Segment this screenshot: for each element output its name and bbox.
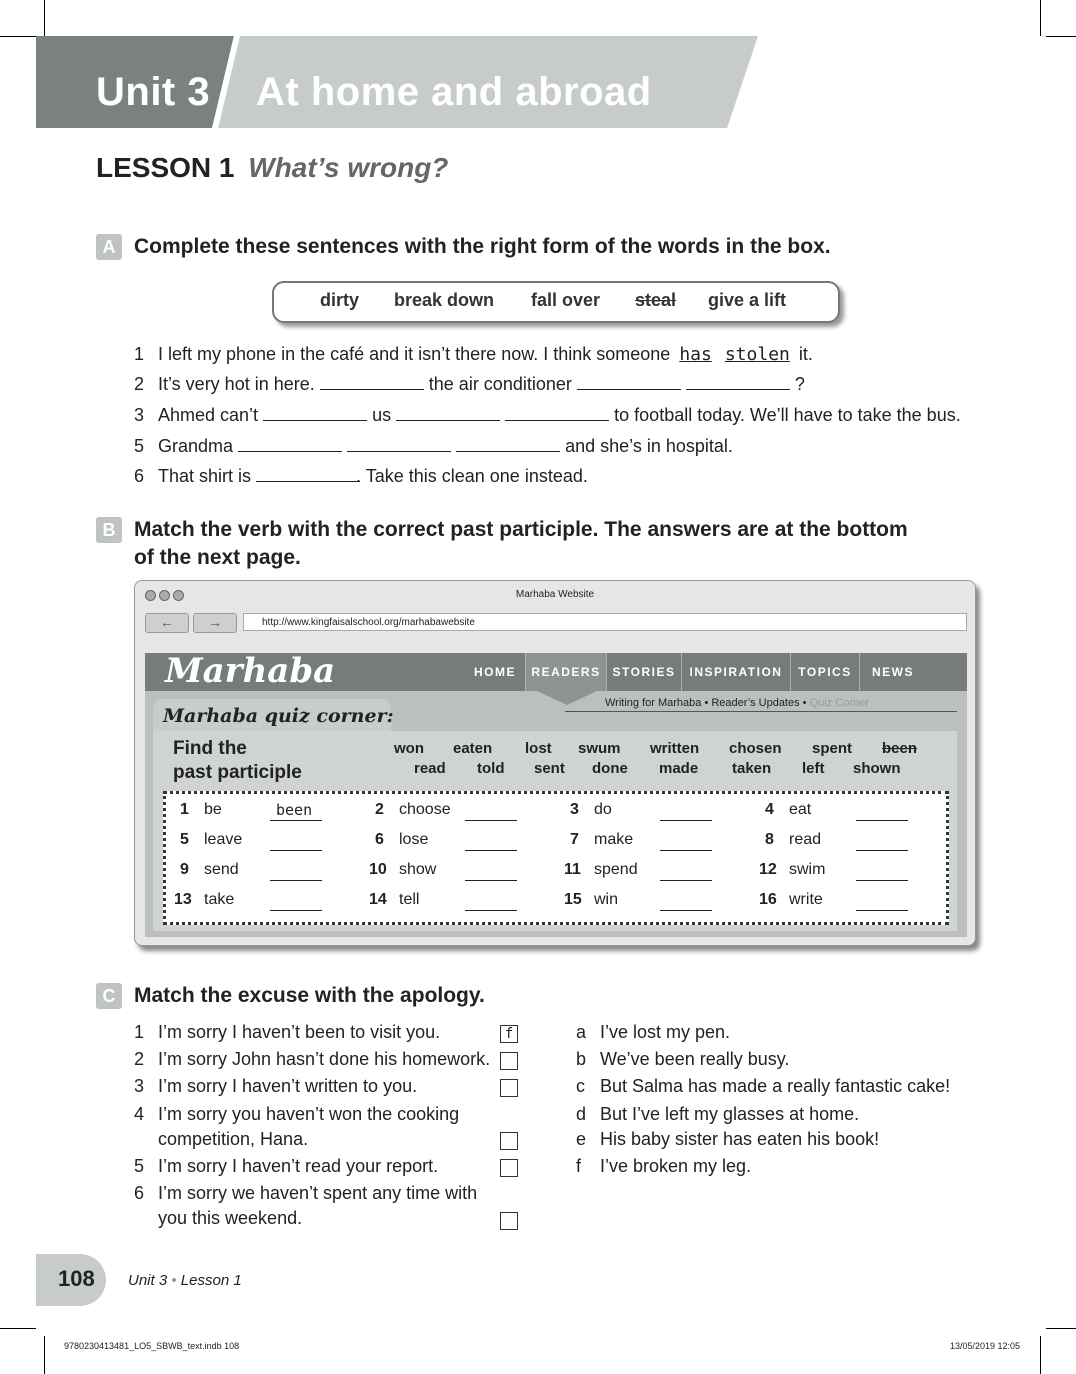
verb-number: 15	[564, 891, 582, 908]
participle: read	[414, 760, 446, 777]
excuse-letter: e	[576, 1129, 587, 1149]
apology-number: 4	[134, 1104, 145, 1124]
verb: spend	[594, 861, 638, 878]
answer-blank[interactable]	[856, 820, 908, 821]
apology-number: 5	[134, 1156, 145, 1176]
apology-number: 6	[134, 1183, 145, 1203]
nav-readers[interactable]: READERS	[526, 653, 606, 691]
verb: leave	[204, 831, 243, 848]
back-button[interactable]	[145, 613, 189, 633]
apology-text: I’m sorry I haven’t read your report.	[158, 1156, 439, 1176]
crop-mark	[0, 1328, 36, 1329]
participle: lost	[525, 740, 552, 757]
verb: tell	[399, 891, 420, 908]
sentence-text: . Take this clean one instead.	[356, 466, 588, 486]
section-a-badge: A	[96, 234, 122, 260]
answer-blank[interactable]	[660, 910, 712, 911]
forward-button[interactable]	[193, 613, 237, 633]
verb-number: 12	[759, 861, 777, 878]
excuse-text: I’ve broken my leg.	[600, 1156, 752, 1176]
word-box-item: dirty	[320, 290, 360, 310]
footer-running-head	[128, 1272, 242, 1289]
answer-blank[interactable]	[856, 880, 908, 881]
participle: left	[802, 760, 825, 777]
print-slug-file: 9780230413481_LO5_SBWB_text.indb 108	[64, 1341, 240, 1351]
crop-mark	[1046, 1328, 1076, 1329]
answer-blank[interactable]	[660, 850, 712, 851]
unit-label: Unit 3	[96, 70, 211, 114]
lesson-heading	[96, 152, 448, 184]
verb: write	[789, 891, 823, 908]
word-box-item: give a lift	[708, 290, 787, 310]
answer-blank[interactable]	[456, 437, 560, 452]
word-box	[272, 281, 840, 323]
crop-mark	[0, 36, 36, 37]
answer-blank[interactable]	[238, 437, 342, 452]
unit-title: At home and abroad	[256, 70, 652, 114]
arrow-left-icon: ←	[160, 614, 174, 630]
sentence-3	[158, 405, 961, 426]
answer-blank[interactable]	[505, 406, 609, 421]
apology-text-continued: competition, Hana.	[158, 1129, 309, 1149]
apology-text: I’m sorry I haven’t written to you.	[158, 1076, 418, 1096]
section-b-instruction	[134, 516, 908, 572]
participle: eaten	[453, 740, 493, 757]
section-b-badge: B	[96, 517, 122, 543]
answer-checkbox[interactable]	[500, 1052, 518, 1070]
excuse-letter: f	[576, 1156, 582, 1176]
sentence-text: to football today. We’ll have to take the bus.	[614, 405, 961, 425]
crop-mark	[44, 1336, 45, 1374]
verb-number: 5	[180, 831, 189, 848]
sentence-text: It’s very hot in here.	[158, 374, 315, 394]
answer-blank[interactable]	[856, 910, 908, 911]
subnav-links[interactable]: Writing for Marhaba • Reader’s Updates •	[605, 697, 807, 709]
word-box-item-used: steal	[635, 290, 677, 310]
sentence-text: That shirt is	[158, 466, 252, 486]
active-nav-pointer	[537, 691, 597, 705]
sentence-number: 3	[134, 405, 145, 425]
page-number: 108	[58, 1266, 95, 1291]
sentence-number: 2	[134, 374, 145, 394]
answer-checkbox[interactable]	[500, 1159, 518, 1177]
instruction-line: Match the verb with the correct past participle. The answers are at the bottom	[134, 518, 908, 541]
nav-topics[interactable]: TOPICS	[798, 665, 852, 679]
verb-answer: been	[276, 801, 313, 819]
verb-number: 16	[759, 891, 777, 908]
window-title: Marhaba Website	[515, 589, 595, 600]
section-a-instruction: Complete these sentences with the right form of the words in the box.	[134, 235, 831, 258]
sentence-text: it.	[798, 344, 813, 364]
sentence-text: the air conditioner	[428, 374, 572, 394]
verb: make	[594, 831, 634, 848]
excuse-text: But I’ve left my glasses at home.	[600, 1104, 860, 1124]
apology-text: I’m sorry you haven’t won the cooking	[158, 1104, 460, 1124]
section-c-badge: C	[96, 983, 122, 1009]
verb-number: 1	[180, 801, 189, 818]
nav-news[interactable]: NEWS	[872, 665, 914, 679]
excuse-text: His baby sister has eaten his book!	[600, 1129, 880, 1149]
footer-unit: Unit 3	[128, 1272, 168, 1289]
verb-number: 8	[765, 831, 774, 848]
excuse-text: But Salma has made a really fantastic cake!	[600, 1076, 951, 1096]
subnav-underline	[565, 711, 957, 712]
verb: lose	[399, 831, 429, 848]
verb: be	[204, 801, 222, 818]
verb-number: 14	[369, 891, 387, 908]
url-bar[interactable]: http://www.kingfaisalschool.org/marhabawebsite	[243, 613, 967, 631]
crop-mark	[44, 0, 45, 36]
footer-lesson: Lesson 1	[180, 1272, 242, 1289]
lesson-label: LESSON 1	[96, 152, 235, 183]
participle: done	[592, 760, 628, 777]
verb: do	[594, 801, 612, 818]
verb: take	[204, 891, 235, 908]
sentence-2	[158, 374, 805, 395]
sentence-number: 6	[134, 466, 145, 486]
quiz-title: Marhaba quiz corner:	[163, 705, 394, 727]
verb-number: 2	[375, 801, 384, 818]
arrow-right-icon: →	[208, 614, 222, 630]
participle: shown	[853, 760, 901, 777]
sentence-text: I left my phone in the café and it isn’t there now. I think someone	[158, 344, 671, 364]
site-logo[interactable]: Marhaba	[165, 651, 336, 691]
crop-mark	[1040, 1336, 1041, 1374]
answer-blank[interactable]	[465, 910, 517, 911]
participle: swum	[578, 740, 621, 757]
verb: win	[594, 891, 619, 908]
answer-word: has	[679, 344, 712, 365]
verb-number: 3	[570, 801, 579, 818]
verb-number: 7	[570, 831, 579, 848]
apology-number: 1	[134, 1022, 145, 1042]
browser-window	[134, 580, 976, 946]
apology-text: I’m sorry I haven’t been to visit you.	[158, 1022, 441, 1042]
answer-checkbox[interactable]	[500, 1212, 518, 1230]
sub-navigation	[605, 697, 869, 709]
excuse-letter: a	[576, 1022, 587, 1042]
answer-blank[interactable]	[256, 467, 360, 482]
participle-used: been	[882, 740, 918, 757]
verb: show	[399, 861, 437, 878]
answer-blank[interactable]	[270, 850, 322, 851]
sentence-text: Grandma	[158, 436, 234, 456]
sentence-text: ?	[794, 374, 805, 394]
excuse-text: We’ve been really busy.	[600, 1049, 790, 1069]
participle: spent	[812, 740, 853, 757]
verb-grid	[163, 791, 949, 925]
word-box-item: fall over	[531, 290, 601, 310]
answer-checkbox[interactable]	[500, 1132, 518, 1150]
answer-blank[interactable]	[660, 820, 712, 821]
answer-blank[interactable]	[465, 850, 517, 851]
nav-inspiration[interactable]: INSPIRATION	[689, 665, 783, 679]
participle: chosen	[729, 740, 782, 757]
answer-blank[interactable]	[465, 880, 517, 881]
verb: swim	[789, 861, 826, 878]
crop-mark	[1046, 36, 1076, 37]
sentence-text: us	[372, 405, 392, 425]
verb-number: 4	[765, 801, 774, 818]
sentence-text: Ahmed can’t	[158, 405, 259, 425]
participle: made	[659, 760, 699, 777]
sentence-text: and she’s in hospital.	[565, 436, 733, 456]
answer-blank[interactable]	[270, 820, 322, 821]
answer-blank[interactable]	[263, 406, 367, 421]
participle: sent	[534, 760, 565, 777]
sentence-1	[158, 344, 813, 365]
excuse-letter: c	[576, 1076, 585, 1096]
crop-mark	[1040, 0, 1041, 36]
participle: told	[477, 760, 505, 777]
answer-blank[interactable]	[686, 375, 790, 390]
verb-number: 13	[174, 891, 192, 908]
apology-number: 3	[134, 1076, 145, 1096]
participle: won	[394, 740, 424, 757]
sentence-number: 5	[134, 436, 145, 456]
verb: choose	[399, 801, 451, 818]
sentence-5	[158, 436, 733, 457]
answer-blank[interactable]	[270, 880, 322, 881]
answer-blank[interactable]	[347, 437, 451, 452]
section-c-instruction: Match the excuse with the apology.	[134, 984, 485, 1007]
answer-blank[interactable]	[396, 406, 500, 421]
apology-text: I’m sorry John hasn’t done his homework.	[158, 1049, 491, 1069]
print-slug-date: 13/05/2019 12:05	[950, 1341, 1021, 1351]
apology-text: I’m sorry we haven’t spent any time with	[158, 1183, 478, 1203]
answer-blank[interactable]	[320, 375, 424, 390]
verb-number: 6	[375, 831, 384, 848]
nav-home[interactable]: HOME	[474, 665, 516, 679]
quiz-heading	[173, 737, 302, 785]
sentence-6	[158, 466, 588, 487]
apology-text-continued: you this weekend.	[158, 1208, 303, 1228]
quiz-heading-line: Find the	[173, 738, 247, 759]
answer-word: stolen	[724, 344, 790, 365]
nav-stories[interactable]: STORIES	[612, 665, 676, 679]
subnav-quiz-corner[interactable]: Quiz Corner	[809, 697, 869, 709]
verb: eat	[789, 801, 812, 818]
verb-number: 9	[180, 861, 189, 878]
participle: written	[650, 740, 700, 757]
verb-number: 11	[564, 861, 581, 878]
answer-checkbox[interactable]: f	[500, 1025, 518, 1043]
verb: send	[204, 861, 239, 878]
answer-blank[interactable]	[856, 850, 908, 851]
instruction-line: of the next page.	[134, 546, 301, 569]
answer-checkbox[interactable]	[500, 1079, 518, 1097]
answer-blank[interactable]	[465, 820, 517, 821]
quiz-heading-line: past participle	[173, 762, 302, 783]
answer-blank[interactable]	[270, 910, 322, 911]
excuse-text: I’ve lost my pen.	[600, 1022, 731, 1042]
verb: read	[789, 831, 822, 848]
answer-blank[interactable]	[660, 880, 712, 881]
word-box-item: break down	[394, 290, 495, 310]
footer-bullet: •	[171, 1272, 177, 1289]
apology-number: 2	[134, 1049, 145, 1069]
answer-blank[interactable]	[577, 375, 681, 390]
verb-number: 10	[369, 861, 387, 878]
participle: taken	[732, 760, 772, 777]
excuse-letter: d	[576, 1104, 587, 1124]
excuse-letter: b	[576, 1049, 587, 1069]
lesson-title: What’s wrong?	[248, 152, 449, 183]
sentence-number: 1	[134, 344, 145, 364]
